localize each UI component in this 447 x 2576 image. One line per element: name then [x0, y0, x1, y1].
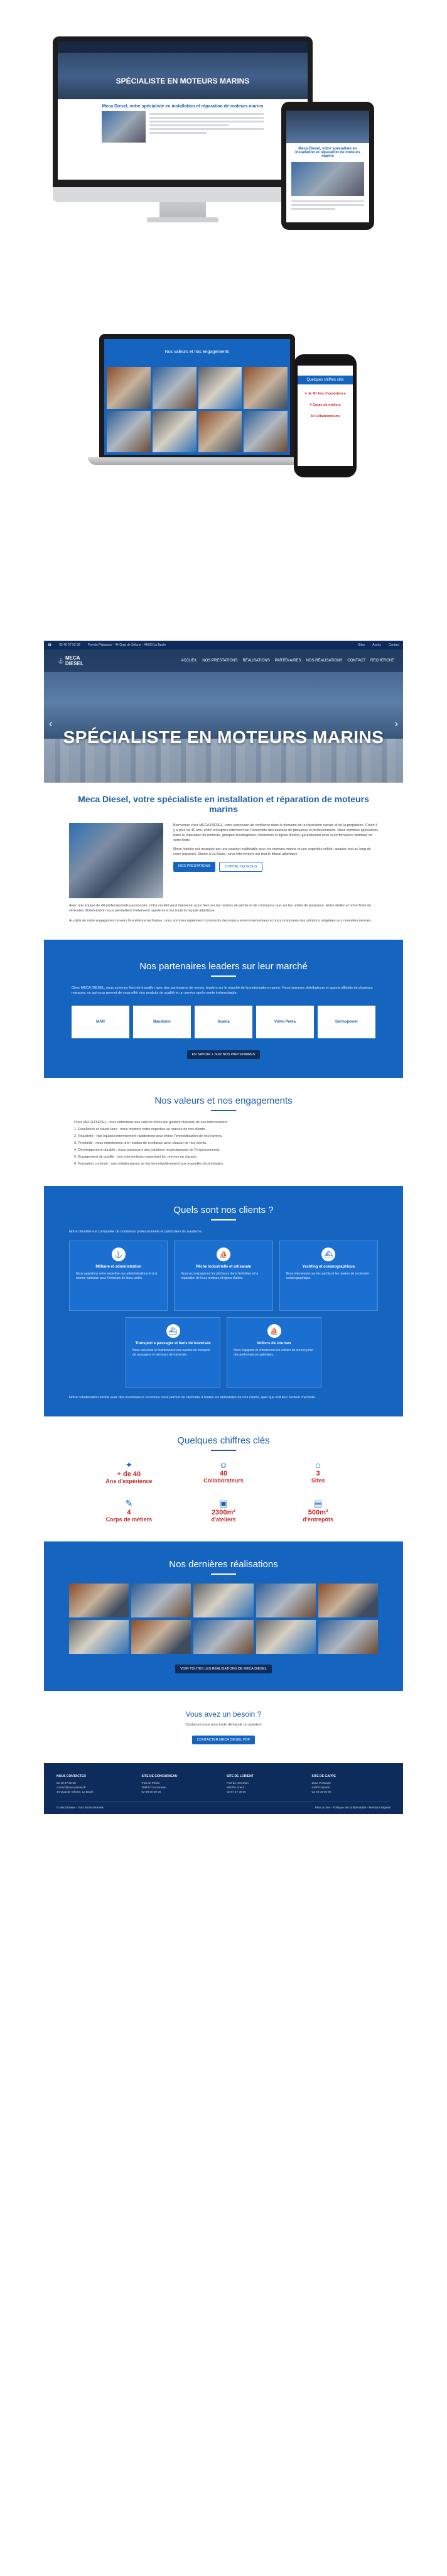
- topbar-link[interactable]: Accès: [372, 643, 381, 647]
- stat-item: ✦ + de 40 Ans d'expérience: [82, 1460, 176, 1484]
- clients-section: [44, 1186, 403, 1416]
- top-bar: [44, 641, 403, 649]
- value-item: 5. Engagement de qualité : nos interventions respectent les normes en vigueur.: [74, 1155, 198, 1159]
- sailboat-icon: ⛵: [267, 1324, 281, 1338]
- anchor-icon: ⚓: [112, 1247, 126, 1261]
- values-heading: Nos valeurs et nos engagements: [74, 1095, 373, 1111]
- nav-item[interactable]: PARTENAIRES: [274, 659, 301, 663]
- client-card: ⛵ Pêche industrielle et artisanale Nous accompagnons les pêcheurs dans l'entretien et la réparation de leurs moteurs et lignes d'arbre.: [174, 1241, 272, 1311]
- partner-logo[interactable]: Sermopower: [318, 1006, 375, 1038]
- phone-stat: 4 Corps de métiers: [310, 403, 341, 407]
- need-text: Contactez-nous pour toute demande ou question: [185, 1723, 262, 1727]
- phone-heading: Quelques chiffres clés: [298, 376, 353, 384]
- intro-section: [44, 783, 403, 898]
- laptop-mockup: [88, 334, 306, 466]
- value-item: 3. Proximité : nous entretenons une relation de confiance avec chacun de nos clients.: [74, 1141, 207, 1145]
- gallery-photo[interactable]: [131, 1584, 191, 1617]
- full-page-preview: [44, 641, 403, 1814]
- partners-heading: Nos partenaires leaders sur leur marché: [72, 961, 375, 977]
- value-item: 6. Formation continue : nos collaborateurs se forment régulièrement aux nouvelles technologies.: [74, 1162, 224, 1166]
- ship-icon: ⛴: [321, 1247, 335, 1261]
- intro-heading: Meca Diesel, votre spécialiste en installation et réparation de moteurs marins: [78, 794, 369, 814]
- topbar-link[interactable]: Contact: [388, 643, 399, 647]
- contact-button[interactable]: CONTACTEZ-NOUS: [219, 862, 262, 872]
- gallery-photo[interactable]: [318, 1584, 378, 1617]
- stat-item: ▤ 500m² d'entrepôts: [271, 1498, 365, 1523]
- partner-logo[interactable]: MAN: [72, 1006, 129, 1038]
- paragraph: Avec une équipe de 40 professionnels passionnés, notre société peut intervenir aussi bien sur les navires de pêche et de commerce que sur les unités de plaisance. Notre atelier et notre flotte de véhicules d'intervention nous permettent d'intervenir rapidement sur toute la façade atlantique.: [69, 904, 372, 913]
- tablet-heading: Meca Diesel, votre spécialiste en installation et réparation de moteurs marins: [295, 147, 360, 158]
- intro-text: Bienvenue chez MECA DIESEL, votre partenaire de confiance dans le domaine de la réparation navale et de la propulsion. Créée il y a plus de 40 ans, notre entreprise intervient sur l'ensemble des bateaux de plaisance et professionnels. Nous sommes spécialisés dans la réparation de moteurs, groupes électrogènes, inverseurs et lignes d'arbre, garantissant ainsi la performance optimale de votre flotte.: [173, 823, 378, 842]
- realisations-heading: Nos dernières réalisations: [69, 1559, 378, 1575]
- phone-stat: 40 Collaborateurs: [310, 415, 340, 418]
- phone-icon: ☎: [48, 643, 52, 647]
- desktop-hero-title: SPÉCIALISTE EN MOTEURS MARINS: [116, 77, 250, 85]
- partners-button[interactable]: EN SAVOIR + SUR NOS PARTENAIRES: [187, 1050, 261, 1059]
- partner-logo[interactable]: Volvo Penta: [256, 1006, 314, 1038]
- nav-item[interactable]: NOS RÉALISATIONS: [306, 659, 343, 663]
- need-section: [44, 1691, 403, 1763]
- footer-col: SITE DE GAPPE Zone Portuaire 44000 Nantes 02 40 00 00 00: [311, 1774, 336, 1793]
- stat-item: ☺ 40 Collaborateurs: [176, 1460, 271, 1484]
- partner-logo[interactable]: Baudouin: [133, 1006, 191, 1038]
- stat-icon: ☺: [218, 1460, 229, 1470]
- stat-item: ▣ 2300m² d'ateliers: [176, 1498, 271, 1523]
- brand-logo[interactable]: ⚓ MECA DIESEL: [58, 655, 83, 666]
- hero-title: SPÉCIALISTE EN MOTEURS MARINS: [63, 727, 384, 747]
- partners-section: [44, 940, 403, 1078]
- desktop-heading: Meca Diesel, votre spécialiste en installation et réparation de moteurs marins: [102, 104, 264, 109]
- footer: [44, 1763, 403, 1814]
- gallery-photo[interactable]: [69, 1584, 129, 1617]
- gallery-photo[interactable]: [256, 1584, 316, 1617]
- footer-col: NOUS CONTACTER 02 40 27 52 58 contact@mecadiesel.fr 44 Quai de Sélune, La Baule: [57, 1774, 94, 1793]
- hero-banner: [44, 649, 403, 783]
- desktop-screen: [58, 41, 308, 180]
- client-card: ⛴ Transport à passager et bacs de traversée Nous assurons la maintenance des navires de transport de passagers et des bacs de traversée.: [126, 1317, 220, 1388]
- anchor-icon: ⚓: [58, 658, 64, 664]
- client-card: ⛴ Yachting et océanographique Nous intervenons sur les yachts et les navires de recherche océanographique.: [279, 1241, 378, 1311]
- partners-text: Chez MECA DIESEL, nous sommes fiers de travailler avec des partenaires de renom, leaders sur le marché de la motorisation marine. Nous sommes distributeurs et agents officiels de plusieurs marques, ce qui nous permet de vous offrir des produits de qualité et un service après-vente irréprochable.: [72, 986, 373, 995]
- phone-stat: + de 40 Ans d'expérience: [304, 392, 346, 396]
- intro-text-2: Notre histoire est marquée par une passion inaltérable pour les moteurs marins et une expertise solide, acquise tout au long de notre parcours. Située à La Baule, nous intervenons sur tout le littoral atlantique.: [173, 847, 371, 856]
- value-item: 1. Excellence et savoir-faire : nous mettons notre expertise au service de nos clients.: [74, 1128, 206, 1131]
- main-nav: [44, 649, 403, 672]
- gallery-photo[interactable]: [69, 1620, 129, 1654]
- nav-item[interactable]: NOS PRESTATIONS: [202, 659, 238, 663]
- stat-icon: ⌂: [315, 1460, 321, 1470]
- values-section: [44, 1078, 403, 1186]
- chevron-left-icon[interactable]: ‹: [49, 719, 53, 729]
- topbar-link[interactable]: Sites: [358, 643, 365, 647]
- gallery-photo[interactable]: [131, 1620, 191, 1654]
- realisations-button[interactable]: VOIR TOUTES LES RÉALISATIONS DE MECA DIESEL: [175, 1665, 272, 1673]
- values-intro: Chez MECA DIESEL, nous défendons des valeurs fortes qui guident chacune de nos interventions :: [74, 1121, 229, 1124]
- need-heading: Vous avez un besoin ?: [185, 1710, 262, 1719]
- partner-logo[interactable]: Scania: [195, 1006, 252, 1038]
- ferry-icon: ⛴: [166, 1324, 180, 1338]
- clients-intro: Notre clientèle est composée de nombreux professionnels et particuliers du nautisme.: [69, 1230, 203, 1234]
- copyright: © Meca Diesel - Tous droits réservés: [57, 1806, 104, 1809]
- stat-item: ✎ 4 Corps de métiers: [82, 1498, 176, 1523]
- stats-section: [44, 1416, 403, 1541]
- stat-icon: ✦: [125, 1460, 133, 1470]
- footer-col: SITE DE LORIENT Port de Keroman 56100 Lorient 02 97 37 00 00: [227, 1774, 254, 1793]
- boat-icon: ⛵: [217, 1247, 230, 1261]
- clients-heading: Quels sont nos clients ?: [69, 1205, 378, 1220]
- gallery-photo[interactable]: [318, 1620, 378, 1654]
- topbar-phone[interactable]: 02 40 27 52 58: [59, 643, 80, 647]
- tablet-mockup: [281, 102, 374, 230]
- stat-icon: ✎: [125, 1498, 133, 1508]
- stat-icon: ▤: [314, 1498, 323, 1508]
- footer-col: SITE DE CONCARNEAU Port de Pêche 29900 Concarneau 02 98 50 00 00: [141, 1774, 178, 1793]
- nav-item[interactable]: CONTACT: [347, 659, 365, 663]
- value-item: 2. Réactivité : nos équipes interviennent rapidement pour limiter l'immobilisation de vos navires.: [74, 1134, 223, 1138]
- clients-outro: Notre collaboration étroite avec des fournisseurs reconnus nous permet de répondre à toutes les demandes de nos clients, quel que soit leur secteur d'activité.: [69, 1396, 316, 1399]
- need-button[interactable]: CONTACTER MECA DIESEL PDF: [192, 1736, 255, 1744]
- nav-item[interactable]: RECHERCHE: [370, 659, 394, 663]
- stat-icon: ▣: [219, 1498, 228, 1508]
- engine-photo: [69, 823, 163, 898]
- nav-item[interactable]: ACCUEIL: [181, 659, 198, 663]
- chevron-right-icon[interactable]: ›: [394, 719, 398, 729]
- stat-item: ⌂ 3 Sites: [271, 1460, 365, 1484]
- gallery-photo[interactable]: [256, 1620, 316, 1654]
- desktop-mockup: [53, 36, 313, 222]
- gallery-photo[interactable]: [193, 1620, 253, 1654]
- services-button[interactable]: NOS PRESTATIONS: [173, 862, 215, 872]
- client-card: ⛵ Voiliers de courses Nous équipons et entretenons les voiliers de course pour des performances optimales.: [227, 1317, 321, 1388]
- gallery-photo[interactable]: [193, 1584, 253, 1617]
- realisations-section: [44, 1541, 403, 1691]
- laptop-heading: Nos valeurs et nos engagements: [104, 339, 290, 364]
- topbar-address: Port de Plaisance - 44 Quai de Sélune - 44500 La Baule: [87, 643, 166, 647]
- nav-item[interactable]: RÉALISATIONS: [242, 659, 270, 663]
- value-item: 4. Développement durable : nous proposons des solutions respectueuses de l'environnement.: [74, 1148, 220, 1152]
- paragraph: Au-delà de notre engagement envers l'excellence technique, nous sommes également conscients des enjeux environnementaux et nous proposons des solutions adaptées aux nouvelles normes.: [69, 919, 372, 923]
- realisations-gallery: [69, 1584, 378, 1654]
- stats-heading: Quelques chiffres clés: [82, 1435, 365, 1451]
- phone-mockup: [294, 354, 357, 477]
- client-card: ⚓ Militaire et administration Nous apportons notre expertise aux administrations et à la marine nationale pour l'entretien de leurs unités.: [69, 1241, 168, 1311]
- legal-links[interactable]: Plan du site - Politique de confidentialité - Mentions légales: [315, 1806, 390, 1809]
